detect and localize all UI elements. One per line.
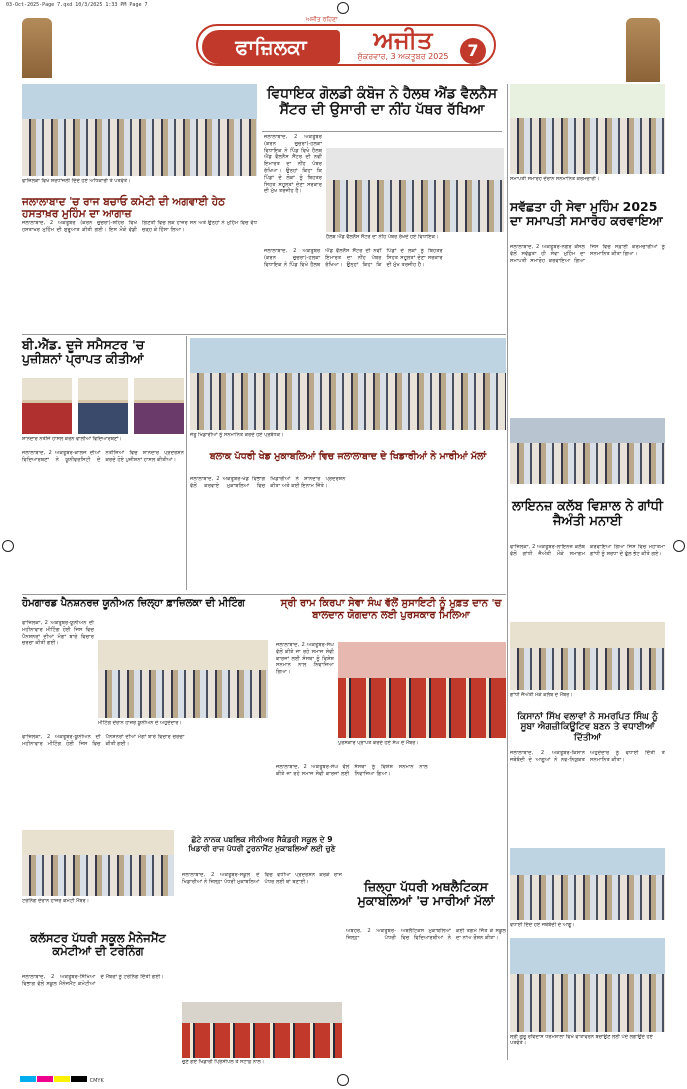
row-divider — [22, 594, 506, 595]
photo-group-center — [190, 338, 506, 430]
headline-school: ਛੋਟੇ ਨਾਨਕ ਪਬਲਿਕ ਸੀਨੀਅਰ ਸੈਕੰਡਰੀ ਸਕੂਲ ਦੇ 9 ਖਿਡਾਰੀ ਰਾਜ ਪੱਧਰੀ ਟੂਰਨਾਮੈਂਟ ਮੁਕਾਬਲਿਆਂ ਲਈ ਚੁਣੇ — [188, 835, 336, 853]
caption-group-center: ਜੇਤੂ ਖਿਡਾਰੀਆਂ ਨੂੰ ਸਨਮਾਨਿਤ ਕਰਦੇ ਹੋਏ ਪ੍ਰਬੰਧਕ। — [190, 432, 284, 438]
column-divider — [186, 336, 187, 590]
clock-tower-illustration-left — [22, 18, 52, 78]
headline-cluster: ਕਲੱਸਟਰ ਪੱਧਰੀ ਸਕੂਲ ਮੈਨੇਜਮੈਂਟ ਕਮੇਟੀਆਂ ਦੀ ਟਰੇਨਿੰਗ — [30, 931, 166, 959]
headline-bed: ਬੀ.ਐੱਡ. ਦੂਜੇ ਸਮੈਸਟਰ 'ਚ ਪੁਜ਼ੀਸ਼ਨਾਂ ਪ੍ਰਾਪਤ ਕੀਤੀਆਂ — [22, 337, 145, 367]
caption-ram-kirpa: ਪੁਰਸਕਾਰ ਪ੍ਰਾਪਤ ਕਰਦੇ ਹੋਏ ਸੰਘ ਦੇ ਮੈਂਬਰ। — [338, 740, 419, 746]
headline-swachhta: ਸਵੱਛਤਾ ਹੀ ਸੇਵਾ ਮੁਹਿੰਮ 2025 ਦਾ ਸਮਾਪਤੀ ਸਮਾਰੋਹ ਕਰਵਾਇਆ — [510, 199, 663, 229]
body-bed: ਜਲਾਲਾਬਾਦ, 2 ਅਕਤੂਬਰ-ਕਾਲਜ ਦੀਆਂ ਵਿਦਿਆਰਥਣਾਂ ਨੇ ਯੂਨੀਵਰਸਿਟੀ ਦੇ ਨਤੀਜਿਆਂ ਵਿਚ ਸ਼ਾਨਦਾਰ ਪ੍ਰਦਰਸ਼ਨ ਕਰਦੇ ਹੋਏ ਪੁਜ਼ੀਸ਼ਨਾਂ ਹਾਸਲ ਕੀਤੀਆਂ। — [22, 450, 184, 463]
body-pensioners: ਫਾਜ਼ਿਲਕਾ, 2 ਅਕਤੂਬਰ-ਯੂਨੀਅਨ ਦੀ ਮਹੀਨਾਵਾਰ ਮੀਟਿੰਗ ਹੋਈ ਜਿਸ ਵਿਚ ਪੈਨਸ਼ਨਰਾਂ ਦੀਆਂ ਮੰਗਾਂ ਬਾਰੇ ਵਿਚਾਰ ਚਰਚਾ ਕੀਤੀ ਗਈ। — [22, 620, 94, 647]
body-sports: ਜਲਾਲਾਬਾਦ, 2 ਅਕਤੂਬਰ-ਖੇਡ ਵਿਭਾਗ ਵੱਲੋਂ ਕਰਵਾਏ ਮੁਕਾਬਲਿਆਂ ਵਿਚ ਖਿਡਾਰੀਆਂ ਨੇ ਸ਼ਾਨਦਾਰ ਪ੍ਰਦਰਸ਼ਨ ਕੀਤਾ ਅਤੇ ਕਈ ਇਨਾਮ ਜਿੱਤੇ। — [190, 476, 346, 489]
divider — [262, 131, 502, 132]
masthead-box — [196, 24, 496, 66]
body-pensioners-continued: ਫਾਜ਼ਿਲਕਾ, 2 ਅਕਤੂਬਰ-ਯੂਨੀਅਨ ਦੀ ਮਹੀਨਾਵਾਰ ਮੀਟਿੰਗ ਹੋਈ ਜਿਸ ਵਿਚ ਪੈਨਸ਼ਨਰਾਂ ਦੀਆਂ ਮੰਗਾਂ ਬਾਰੇ ਵਿਚਾਰ ਚਰਚਾ ਕੀਤੀ ਗਈ। — [22, 734, 185, 747]
body-farmers: ਜਲਾਲਾਬਾਦ, 2 ਅਕਤੂਬਰ-ਕਿਸਾਨ ਜਥੇਬੰਦੀ ਦੇ ਆਗੂਆਂ ਨੇ ਨਵ-ਨਿਯੁਕਤ ਅਹੁਦੇਦਾਰ ਨੂੰ ਵਧਾਈ ਦਿੱਤੀ ਤੇ ਸਨਮਾਨਿਤ ਕੀਤਾ। — [510, 750, 665, 763]
caption-pensioners: ਮੀਟਿੰਗ ਦੌਰਾਨ ਹਾਜ਼ਰ ਯੂਨੀਅਨ ਦੇ ਅਹੁਦੇਦਾਰ। — [98, 720, 182, 726]
photo-cluster — [22, 830, 174, 896]
edition-name: ਫਾਜ਼ਿਲਕਾ — [202, 30, 340, 64]
clock-tower-illustration-right — [626, 18, 660, 82]
photo-student-2 — [78, 378, 128, 434]
body-cluster: ਜਲਾਲਾਬਾਦ, 2 ਅਕਤੂਬਰ-ਸਿੱਖਿਆ ਵਿਭਾਗ ਵੱਲੋਂ ਸਕੂਲ ਮੈਨੇਜਮੈਂਟ ਕਮੇਟੀਆਂ ਦੇ ਮੈਂਬਰਾਂ ਨੂੰ ਟਰੇਨਿੰਗ ਦਿੱਤੀ ਗਈ। — [22, 974, 164, 987]
body-hospital: ਜਲਾਲਾਬਾਦ, 2 ਅਕਤੂਬਰ (ਕਰਨ ਚੁਚਰਾ)-ਹਲਕਾ ਵਿਧਾਇਕ ਨੇ ਪਿੰਡ ਵਿਖੇ ਹੈਲਥ ਐਂਡ ਵੈਲਨੈਸ ਸੈਂਟਰ ਦੀ ਨਵੀਂ ਇਮਾਰਤ ਦਾ ਨੀਂਹ ਪੱਥਰ ਰੱਖਿਆ। ਉਨ੍ਹਾਂ ਕਿਹਾ ਕਿ ਪਿੰਡਾਂ ਦੇ ਲੋਕਾਂ ਨੂੰ ਬਿਹਤਰ ਸਿਹਤ ਸਹੂਲਤਾਂ ਦੇਣਾ ਸਰਕਾਰ ਦੀ ਮੁੱਖ ਤਰਜੀਹ ਹੈ। — [264, 134, 322, 195]
registration-mark-icon — [673, 540, 685, 552]
headline-sports: ਬਲਾਕ ਪੱਧਰੀ ਖੇਡ ਮੁਕਾਬਲਿਆਂ ਵਿਚ ਜਲਾਲਾਬਾਦ ਦੇ ਖਿਡਾਰੀਆਂ ਨੇ ਮਾਰੀਆਂ ਮੱਲਾਂ — [209, 451, 487, 462]
issue-date: ਸ਼ੁੱਕਰਵਾਰ, 3 ਅਕਤੂਬਰ 2025 — [357, 52, 449, 61]
headline-ram-kirpa: ਸ੍ਰੀ ਰਾਮ ਕਿਰਪਾ ਸੇਵਾ ਸੰਘ ਵੱਲੋਂ ਸੁਸਾਇਟੀ ਨੂੰ ਮੁਫ਼ਤ ਦਾਨ 'ਚ ਬਾਲਦਾਨ ਯੋਗਦਾਨ ਲਈ ਪੁਰਸਕਾਰ ਮਿਲਿਆ — [280, 598, 502, 621]
headline-athletics: ਜ਼ਿਲ੍ਹਾ ਪੱਧਰੀ ਅਥਲੈਟਿਕਸ ਮੁਕਾਬਲਿਆਂ 'ਚ ਮਾਰੀਆਂ ਮੱਲਾਂ — [357, 879, 495, 909]
caption-lions: ਗਾਂਧੀ ਜੈਅੰਤੀ ਮੌਕੇ ਕਲੱਬ ਦੇ ਮੈਂਬਰ। — [510, 692, 573, 698]
color-calibration-bar — [20, 1078, 90, 1084]
column-divider — [507, 84, 508, 1060]
photo-student-3 — [134, 378, 184, 434]
registration-mark-icon — [337, 2, 349, 14]
photo-bottom-right — [510, 938, 665, 1032]
caption-cluster: ਟਰੇਨਿੰਗ ਦੌਰਾਨ ਹਾਜ਼ਰ ਕਮੇਟੀ ਮੈਂਬਰ। — [22, 898, 89, 904]
masthead-tag: ਅਜੀਤ ਰਹਿਣਾ — [306, 16, 338, 23]
page-number: 7 — [460, 38, 486, 64]
photo-swachhta-staff — [510, 418, 665, 484]
headline-lions: ਲਾਇਨਜ਼ ਕਲੱਬ ਵਿਸ਼ਾਲ ਨੇ ਗਾਂਧੀ ਜੈਅੰਤੀ ਮਨਾਈ — [512, 499, 663, 529]
caption-top-left: ਫਾਜ਼ਿਲਕਾ ਵਿਖੇ ਸ਼ਰਧਾਂਜਲੀ ਦਿੰਦੇ ਹੋਏ ਅਧਿਕਾਰੀ ਤੇ ਪਤਵੰਤੇ। — [22, 178, 131, 184]
caption-hospital: ਹੈਲਥ ਐਂਡ ਵੈਲਨੈਸ ਸੈਂਟਰ ਦਾ ਨੀਂਹ ਪੱਥਰ ਰੱਖਦੇ ਹੋਏ ਵਿਧਾਇਕ। — [326, 234, 439, 240]
caption-swachhta: ਸਮਾਪਤੀ ਸਮਾਰੋਹ ਦੌਰਾਨ ਸਨਮਾਨਿਤ ਕਰਮਚਾਰੀ। — [510, 176, 600, 182]
photo-farmers — [510, 848, 665, 920]
caption-farmers: ਵਧਾਈ ਦਿੰਦੇ ਹੋਏ ਜਥੇਬੰਦੀ ਦੇ ਆਗੂ। — [510, 922, 575, 928]
brand-name: ਅਜੀਤ — [373, 26, 433, 54]
headline-farmers: ਕਿਸਾਨਾਂ ਸਿੱਖ ਵਲਾਵਾਂ ਨੇ ਸਮਰਪਿਤ ਸਿੰਘ ਨੂੰ ਸੂਬਾ ਐਗਜ਼ੀਕਿਊਟਿਵ ਬਣਨ ਤੇ ਵਧਾਈਆਂ ਦਿੱਤੀਆਂ — [517, 712, 658, 743]
body-lions: ਫਾਜ਼ਿਲਕਾ, 2 ਅਕਤੂਬਰ-ਲਾਇਨਜ਼ ਕਲੱਬ ਵੱਲੋਂ ਗਾਂਧੀ ਜੈਅੰਤੀ ਮੌਕੇ ਸਮਾਗਮ ਕਰਵਾਇਆ ਗਿਆ ਜਿਸ ਵਿਚ ਮਹਾਤਮਾ ਗਾਂਧੀ ਨੂੰ ਸ਼ਰਧਾ ਦੇ ਫੁੱਲ ਭੇਟ ਕੀਤੇ ਗਏ। — [510, 544, 665, 557]
body-ram-kirpa: ਜਲਾਲਾਬਾਦ, 2 ਅਕਤੂਬਰ-ਸੰਘ ਵੱਲੋਂ ਕੀਤੇ ਜਾ ਰਹੇ ਸਮਾਜ ਸੇਵੀ ਕਾਰਜਾਂ ਲਈ ਸੰਸਥਾ ਨੂੰ ਵਿਸ਼ੇਸ਼ ਸਨਮਾਨ ਨਾਲ ਨਿਵਾਜਿਆ ਗਿਆ। — [276, 642, 334, 676]
body-swachhta: ਜਲਾਲਾਬਾਦ, 2 ਅਕਤੂਬਰ-ਨਗਰ ਕੌਂਸਲ ਵੱਲੋਂ ਸਵੱਛਤਾ ਹੀ ਸੇਵਾ ਮੁਹਿੰਮ ਦਾ ਸਮਾਪਤੀ ਸਮਾਰੋਹ ਕਰਵਾਇਆ ਗਿਆ ਜਿਸ ਵਿਚ ਸਫ਼ਾਈ ਕਰਮਚਾਰੀਆਂ ਨੂੰ ਸਨਮਾਨਿਤ ਕੀਤਾ ਗਿਆ। — [510, 244, 665, 264]
photo-school — [182, 1002, 342, 1058]
photo-ram-kirpa — [338, 642, 506, 738]
caption-bottom-right: ਸ੍ਰੀ ਗੁਰੂ ਰਵਿਦਾਸ ਧਰਮਸ਼ਾਲਾ ਵਿਖੇ ਵਾਤਾਵਰਨ ਬਚਾਉਣ ਲਈ ਪੌਦੇ ਲਗਾਉਂਦੇ ਹੋਏ ਪਤਵੰਤੇ। — [510, 1034, 653, 1046]
photo-hospital — [326, 148, 504, 232]
photo-lions — [510, 622, 665, 690]
headline-sanitation: ਜਲਾਲਾਬਾਦ 'ਚ ਰਾਜ ਬਚਾਓ ਕਮੇਟੀ ਦੀ ਅਗਵਾਈ ਹੇਠ ਹਸਤਾਖ਼ਰ ਮੁਹਿੰਮ ਦਾ ਆਗਾਜ਼ — [22, 196, 226, 221]
photo-pensioners — [98, 640, 268, 718]
photo-top-left — [22, 84, 257, 176]
footer-label: CMYK — [89, 1078, 104, 1084]
body-hospital-continued: ਜਲਾਲਾਬਾਦ, 2 ਅਕਤੂਬਰ (ਕਰਨ ਚੁਚਰਾ)-ਹਲਕਾ ਵਿਧਾਇਕ ਨੇ ਪਿੰਡ ਵਿਖੇ ਹੈਲਥ ਐਂਡ ਵੈਲਨੈਸ ਸੈਂਟਰ ਦੀ ਨਵੀਂ ਇਮਾਰਤ ਦਾ ਨੀਂਹ ਪੱਥਰ ਰੱਖਿਆ। ਉਨ੍ਹਾਂ ਕਿਹਾ ਕਿ ਪਿੰਡਾਂ ਦੇ ਲੋਕਾਂ ਨੂੰ ਬਿਹਤਰ ਸਿਹਤ ਸਹੂਲਤਾਂ ਦੇਣਾ ਸਰਕਾਰ ਦੀ ਮੁੱਖ ਤਰਜੀਹ ਹੈ। — [264, 248, 443, 268]
headline-hospital: ਵਿਧਾਇਕ ਗੋਲਡੀ ਕੰਬੋਜ ਨੇ ਹੈਲਥ ਐਂਡ ਵੈਲਨੈਸ ਸੈਂਟਰ ਦੀ ਉਸਾਰੀ ਦਾ ਨੀਂਹ ਪੱਥਰ ਰੱਖਿਆ — [266, 86, 498, 119]
body-ram-kirpa-continued: ਜਲਾਲਾਬਾਦ, 2 ਅਕਤੂਬਰ-ਸੰਘ ਵੱਲੋਂ ਕੀਤੇ ਜਾ ਰਹੇ ਸਮਾਜ ਸੇਵੀ ਕਾਰਜਾਂ ਲਈ ਸੰਸਥਾ ਨੂੰ ਵਿਸ਼ੇਸ਼ ਸਨਮਾਨ ਨਾਲ ਨਿਵਾਜਿਆ ਗਿਆ। — [276, 764, 428, 777]
footer — [0, 1070, 687, 1089]
registration-mark-icon — [2, 540, 14, 552]
body-athletics: ਅਬੋਹਰ, 2 ਅਕਤੂਬਰ-ਜ਼ਿਲ੍ਹਾ ਪੱਧਰੀ ਅਥਲੈਟਿਕਸ ਮੁਕਾਬਲਿਆਂ ਵਿਚ ਵਿਦਿਆਰਥੀਆਂ ਨੇ ਕਈ ਤਗਮੇ ਜਿੱਤ ਕੇ ਸਕੂਲ ਦਾ ਨਾਂਅ ਰੌਸ਼ਨ ਕੀਤਾ। — [346, 928, 506, 941]
caption-school: ਚੁਣੇ ਗਏ ਖਿਡਾਰੀ ਪ੍ਰਿੰਸੀਪਲ ਤੇ ਸਟਾਫ਼ ਨਾਲ। — [182, 1059, 265, 1065]
photo-swachhta-banner — [510, 84, 665, 174]
body-school: ਜਲਾਲਾਬਾਦ, 2 ਅਕਤੂਬਰ-ਸਕੂਲ ਦੇ ਖਿਡਾਰੀਆਂ ਨੇ ਜ਼ਿਲ੍ਹਾ ਪੱਧਰੀ ਮੁਕਾਬਲਿਆਂ ਵਿਚ ਵਧੀਆ ਪ੍ਰਦਰਸ਼ਨ ਕਰਕੇ ਰਾਜ ਪੱਧਰ ਲਈ ਥਾਂ ਬਣਾਈ। — [182, 872, 342, 885]
headline-pensioners: ਹੋਮਗਾਰਡ ਪੈਨਸ਼ਨਰਜ਼ ਯੂਨੀਅਨ ਜ਼ਿਲ੍ਹਾ ਫ਼ਾਜ਼ਿਲਕਾ ਦੀ ਮੀਟਿੰਗ — [22, 598, 245, 609]
row-divider — [22, 334, 506, 335]
caption-bed: ਸ਼ਾਨਦਾਰ ਨਤੀਜੇ ਹਾਸਲ ਕਰਨ ਵਾਲੀਆਂ ਵਿਦਿਆਰਥਣਾਂ। — [22, 436, 122, 442]
body-sanitation: ਜਲਾਲਾਬਾਦ, 2 ਅਕਤੂਬਰ (ਕਰਨ ਚੁਚਰਾ)-ਸ਼ਹਿਰ ਵਿਖੇ ਹਸਤਾਖ਼ਰ ਮੁਹਿੰਮ ਦੀ ਸ਼ੁਰੂਆਤ ਕੀਤੀ ਗਈ। ਇਸ ਮੌਕੇ ਵੱਡੀ ਗਿਣਤੀ ਵਿਚ ਲੋਕ ਹਾਜ਼ਰ ਸਨ ਅਤੇ ਉਨ੍ਹਾਂ ਨੇ ਮੁਹਿੰਮ ਵਿਚ ਵੱਧ ਚੜ੍ਹ ਕੇ ਹਿੱਸਾ ਲਿਆ। — [22, 220, 257, 233]
photo-student-1 — [22, 378, 72, 434]
print-strip: 03-Oct-2025-Page 7.qxd 10/3/2025 1:33 PM Page 7 — [6, 2, 148, 8]
masthead — [196, 16, 496, 74]
